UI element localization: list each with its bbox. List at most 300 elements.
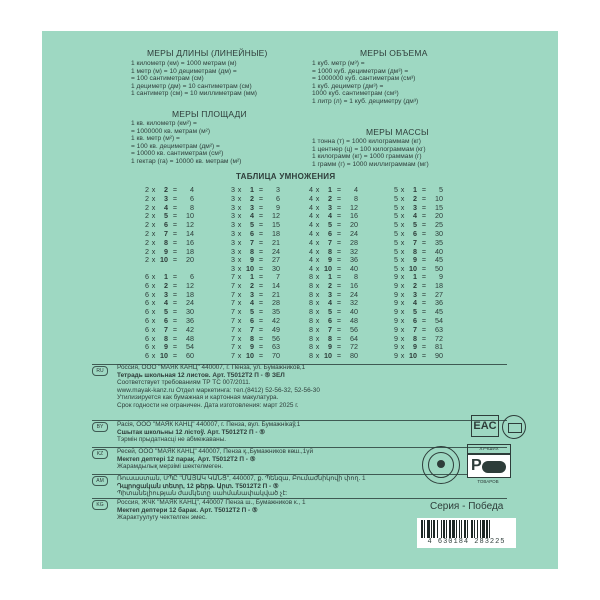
- equals-sign: =: [336, 333, 342, 343]
- times-sign: x: [151, 342, 156, 352]
- multiplication-block: [389, 273, 443, 361]
- product-value: 56: [272, 333, 280, 343]
- product-value: 48: [350, 315, 358, 325]
- barcode-bar: [461, 520, 462, 538]
- factor-value: 3: [250, 289, 254, 299]
- factor-value: 8: [309, 315, 313, 325]
- factor-value: 9: [413, 255, 417, 265]
- factor-value: 5: [394, 246, 398, 256]
- factor-value: 9: [328, 342, 332, 352]
- product-value: 6: [190, 272, 194, 281]
- equals-sign: =: [258, 351, 264, 361]
- times-sign: x: [400, 211, 405, 221]
- equals-sign: =: [258, 307, 264, 317]
- measure-line: 1 кв. километр (км²) =: [131, 120, 197, 127]
- equals-sign: =: [336, 272, 342, 281]
- measure-line: = 100 сантиметрам (см): [131, 75, 204, 83]
- times-sign: x: [151, 228, 156, 238]
- product-value: 32: [350, 298, 358, 308]
- product-value: 18: [272, 228, 280, 238]
- product-value: 64: [350, 333, 358, 343]
- barcode-bar: [441, 520, 442, 538]
- factor-value: 2: [145, 220, 149, 230]
- info-line: Соответствует требованиям ТР ТС 007/2011.: [117, 379, 251, 387]
- measure-line: 1 тонна (т) = 1000 килограммам (кг): [312, 138, 421, 145]
- factor-value: 3: [231, 220, 235, 230]
- measure-line: = 100 кв. дециметрам (дм²) =: [131, 142, 220, 150]
- factor-value: 3: [328, 289, 332, 299]
- equals-sign: =: [421, 237, 427, 247]
- info-line: Ресей, ООО "МАЯК КАНЦ" 440007, Пенза қ.,Бумажников көш.,1үй: [117, 448, 314, 455]
- times-sign: x: [315, 342, 320, 352]
- measure-line: = 1000 куб. дециметрам (дм³) =: [312, 67, 409, 75]
- info-line: Тэрмін прыдатнасці не абмежаваны.: [117, 436, 227, 444]
- equals-sign: =: [172, 193, 178, 203]
- mass-list: [312, 138, 429, 168]
- factor-value: 6: [250, 228, 254, 238]
- measure-line: 1 сантиметр (см) = 10 миллиметрам (мм): [131, 90, 257, 98]
- product-value: 56: [350, 324, 358, 334]
- times-sign: x: [151, 246, 156, 256]
- factor-value: 3: [231, 246, 235, 256]
- factor-value: 4: [328, 298, 332, 308]
- factor-value: 1: [164, 272, 168, 281]
- times-sign: x: [400, 185, 405, 194]
- times-sign: x: [315, 324, 320, 334]
- factor-value: 6: [328, 315, 332, 325]
- equals-sign: =: [336, 185, 342, 194]
- multiplication-row: [304, 352, 358, 361]
- factor-value: 1: [413, 272, 417, 281]
- factor-value: 3: [328, 202, 332, 212]
- factor-value: 9: [394, 289, 398, 299]
- factor-value: 1: [250, 272, 254, 281]
- factor-value: 3: [231, 193, 235, 203]
- times-sign: x: [400, 237, 405, 247]
- factor-value: 4: [309, 228, 313, 238]
- times-sign: x: [237, 315, 242, 325]
- equals-sign: =: [421, 220, 427, 230]
- times-sign: x: [237, 246, 242, 256]
- times-sign: x: [237, 255, 242, 265]
- times-sign: x: [400, 228, 405, 238]
- measure-line: = 1000000 куб. сантиметрам (см³): [312, 75, 416, 83]
- factor-value: 10: [246, 264, 254, 274]
- times-sign: x: [237, 333, 242, 343]
- barcode-bar: [459, 520, 460, 538]
- factor-value: 2: [328, 193, 332, 203]
- equals-sign: =: [258, 342, 264, 352]
- equals-sign: =: [336, 202, 342, 212]
- times-sign: x: [151, 211, 156, 221]
- product-value: 54: [186, 342, 194, 352]
- equals-sign: =: [172, 211, 178, 221]
- multiplication-block: [389, 186, 443, 274]
- times-sign: x: [151, 298, 156, 308]
- multiplication-block: [140, 273, 194, 361]
- times-sign: x: [151, 185, 156, 194]
- factor-value: 9: [394, 272, 398, 281]
- product-value: 45: [435, 255, 443, 265]
- factor-value: 2: [328, 280, 332, 290]
- times-sign: x: [151, 255, 156, 265]
- equals-sign: =: [258, 272, 264, 281]
- factor-value: 6: [145, 298, 149, 308]
- factor-value: 2: [413, 193, 417, 203]
- info-line: Դպրոցական տետր, 12 թերթ. Արտ. Т5012Т2 П - ⑤: [117, 482, 279, 490]
- equals-sign: =: [258, 264, 264, 274]
- times-sign: x: [237, 324, 242, 334]
- measure-line: = 1000000 кв. метрам (м²): [131, 127, 211, 135]
- factor-value: 3: [231, 202, 235, 212]
- barcode-bar: [464, 520, 466, 538]
- factor-value: 9: [394, 298, 398, 308]
- times-sign: x: [237, 185, 242, 194]
- product-value: 35: [272, 307, 280, 317]
- times-sign: x: [151, 220, 156, 230]
- times-sign: x: [237, 237, 242, 247]
- factor-value: 8: [164, 237, 168, 247]
- equals-sign: =: [172, 255, 178, 265]
- info-line: Россия, ЖЧК "МАЯК КАНЦ", 440007 Пенза ш., Бумажников к., 1: [117, 499, 306, 506]
- measure-line: 1 литр (л) = 1 куб. дециметру (дм³): [312, 97, 419, 105]
- factor-value: 7: [250, 324, 254, 334]
- equals-sign: =: [172, 351, 178, 361]
- factor-value: 6: [145, 351, 149, 361]
- barcode-bar: [427, 520, 430, 538]
- equals-sign: =: [172, 246, 178, 256]
- factor-value: 5: [394, 237, 398, 247]
- times-sign: x: [237, 220, 242, 230]
- equals-sign: =: [336, 237, 342, 247]
- times-sign: x: [237, 342, 242, 352]
- factor-value: 5: [394, 202, 398, 212]
- factor-value: 8: [164, 333, 168, 343]
- multiplication-row: [140, 352, 194, 361]
- barcode-bar: [431, 520, 432, 538]
- factor-value: 3: [164, 289, 168, 299]
- factor-value: 8: [328, 246, 332, 256]
- equals-sign: =: [336, 211, 342, 221]
- product-value: 63: [435, 324, 443, 334]
- barcode-bar: [421, 520, 423, 538]
- factor-value: 6: [164, 220, 168, 230]
- times-sign: x: [315, 246, 320, 256]
- measure-line: 1 кв. метр (м²) =: [131, 135, 180, 143]
- factor-value: 8: [309, 307, 313, 317]
- times-sign: x: [315, 193, 320, 203]
- times-sign: x: [151, 333, 156, 343]
- measure-line: 1 килограмм (кг) = 1000 граммам (г): [312, 153, 422, 161]
- times-sign: x: [315, 255, 320, 265]
- info-line: Расія, ООО "МАЯК КАНЦ" 440007, г. Пенза, вул. Бумажнікаў,1: [117, 421, 301, 428]
- product-value: 8: [354, 272, 358, 281]
- times-sign: x: [237, 351, 242, 361]
- factor-value: 5: [164, 307, 168, 317]
- volume-title: МЕРЫ ОБЪЕМА: [360, 48, 428, 58]
- times-sign: x: [315, 333, 320, 343]
- product-value: 20: [186, 255, 194, 265]
- area-title: МЕРЫ ПЛОЩАДИ: [172, 109, 247, 119]
- equals-sign: =: [172, 185, 178, 194]
- factor-value: 1: [413, 185, 417, 194]
- factor-value: 2: [145, 255, 149, 265]
- country-code-kg: KG: [92, 500, 108, 510]
- info-ru: [117, 364, 320, 410]
- factor-value: 5: [164, 211, 168, 221]
- times-sign: x: [315, 307, 320, 317]
- factor-value: 5: [250, 220, 254, 230]
- equals-sign: =: [336, 228, 342, 238]
- product-value: 40: [350, 307, 358, 317]
- factor-value: 7: [231, 333, 235, 343]
- barcode-bar: [446, 520, 447, 538]
- barcode-bar: [486, 520, 488, 538]
- product-value: 36: [186, 315, 194, 325]
- barcode-bar: [471, 520, 473, 538]
- factor-value: 7: [231, 307, 235, 317]
- factor-value: 8: [309, 351, 313, 361]
- times-sign: x: [400, 193, 405, 203]
- best-goods-rsto-logo: [467, 444, 511, 488]
- factor-value: 9: [164, 246, 168, 256]
- country-code-kz: KZ: [92, 449, 108, 459]
- factor-value: 9: [250, 342, 254, 352]
- equals-sign: =: [172, 315, 178, 325]
- best-goods-label: ЛУЧШИХ: [467, 444, 511, 454]
- factor-value: 3: [250, 202, 254, 212]
- multiplication-block: [226, 186, 280, 274]
- times-sign: x: [400, 333, 405, 343]
- product-value: 90: [435, 351, 443, 361]
- factor-value: 7: [231, 351, 235, 361]
- times-sign: x: [400, 315, 405, 325]
- times-sign: x: [237, 298, 242, 308]
- times-sign: x: [151, 202, 156, 212]
- info-line: Сшытак школьны 12 лістоў. Арт. Т5012Т2 П - ⑤: [117, 428, 265, 436]
- equals-sign: =: [258, 315, 264, 325]
- equals-sign: =: [336, 264, 342, 274]
- measure-line: 1 грамм (г) = 1000 миллиграммам (мг): [312, 160, 429, 168]
- times-sign: x: [151, 289, 156, 299]
- times-sign: x: [400, 298, 405, 308]
- product-value: 6: [276, 193, 280, 203]
- product-value: 42: [272, 315, 280, 325]
- product-value: 30: [272, 264, 280, 274]
- mass-title: МЕРЫ МАССЫ: [366, 127, 429, 137]
- equals-sign: =: [421, 193, 427, 203]
- area-list: [131, 120, 241, 166]
- times-sign: x: [315, 272, 320, 281]
- product-value: 60: [186, 351, 194, 361]
- factor-value: 2: [145, 193, 149, 203]
- equals-sign: =: [421, 298, 427, 308]
- equals-sign: =: [258, 193, 264, 203]
- equals-sign: =: [421, 342, 427, 352]
- factor-value: 5: [328, 307, 332, 317]
- factor-value: 2: [164, 280, 168, 290]
- times-sign: x: [237, 307, 242, 317]
- multiplication-table-title: ТАБЛИЦА УМНОЖЕНИЯ: [236, 172, 336, 181]
- info-line: Россия, ООО "МАЯК КАНЦ" 440007, г. Пенза, ул. Бумажников,1: [117, 364, 306, 371]
- factor-value: 9: [394, 280, 398, 290]
- equals-sign: =: [258, 289, 264, 299]
- info-am: [117, 475, 366, 498]
- factor-value: 9: [394, 351, 398, 361]
- factor-value: 9: [394, 307, 398, 317]
- equals-sign: =: [336, 324, 342, 334]
- factor-value: 5: [413, 307, 417, 317]
- factor-value: 4: [309, 202, 313, 212]
- equals-sign: =: [421, 324, 427, 334]
- factor-value: 7: [164, 324, 168, 334]
- product-value: 72: [435, 333, 443, 343]
- factor-value: 7: [231, 342, 235, 352]
- multiplication-block: [226, 273, 280, 361]
- equals-sign: =: [336, 298, 342, 308]
- factor-value: 10: [160, 351, 168, 361]
- product-value: 12: [272, 211, 280, 221]
- product-value: 24: [350, 289, 358, 299]
- factor-value: 9: [164, 342, 168, 352]
- factor-value: 4: [413, 298, 417, 308]
- factor-value: 7: [231, 324, 235, 334]
- factor-value: 5: [394, 185, 398, 194]
- factor-value: 4: [309, 255, 313, 265]
- factor-value: 3: [164, 193, 168, 203]
- country-code-am: AM: [92, 476, 108, 486]
- times-sign: x: [237, 202, 242, 212]
- factor-value: 5: [394, 211, 398, 221]
- product-value: 16: [350, 211, 358, 221]
- country-code-ru: RU: [92, 366, 108, 376]
- info-line: Мектеп дептері 12 парақ. Арт. Т5012Т2 П - ⑤: [117, 455, 256, 463]
- equals-sign: =: [336, 315, 342, 325]
- factor-value: 5: [394, 255, 398, 265]
- equals-sign: =: [421, 211, 427, 221]
- factor-value: 5: [394, 193, 398, 203]
- factor-value: 5: [394, 228, 398, 238]
- barcode-bar: [437, 520, 438, 538]
- factor-value: 6: [145, 280, 149, 290]
- factor-value: 9: [394, 324, 398, 334]
- measure-line: 1 гектар (га) = 10000 кв. метрам (м²): [131, 157, 242, 165]
- info-line: Срок годности не ограничен. Дата изготовления: март 2025 г.: [117, 401, 299, 409]
- factor-value: 6: [145, 324, 149, 334]
- equals-sign: =: [421, 307, 427, 317]
- equals-sign: =: [336, 246, 342, 256]
- equals-sign: =: [421, 264, 427, 274]
- product-value: 40: [435, 246, 443, 256]
- product-value: 5: [439, 185, 443, 194]
- equals-sign: =: [421, 228, 427, 238]
- product-value: 36: [435, 298, 443, 308]
- factor-value: 9: [394, 333, 398, 343]
- factor-value: 7: [328, 237, 332, 247]
- recycle-book-logo: [502, 415, 526, 439]
- factor-value: 6: [145, 307, 149, 317]
- factor-value: 7: [413, 237, 417, 247]
- equals-sign: =: [258, 228, 264, 238]
- times-sign: x: [315, 220, 320, 230]
- product-value: 15: [272, 220, 280, 230]
- factor-value: 4: [309, 211, 313, 221]
- product-value: 70: [272, 351, 280, 361]
- product-value: 14: [186, 228, 194, 238]
- info-line: Мектеп дептери 12 барак. Арт. Т5012Т2 П - ⑤: [117, 506, 258, 514]
- factor-value: 6: [145, 333, 149, 343]
- product-value: 20: [435, 211, 443, 221]
- factor-value: 3: [231, 228, 235, 238]
- equals-sign: =: [336, 193, 342, 203]
- product-value: 72: [350, 342, 358, 352]
- factor-value: 4: [309, 185, 313, 194]
- factor-value: 2: [145, 228, 149, 238]
- product-value: 45: [435, 307, 443, 317]
- factor-value: 6: [145, 272, 149, 281]
- measure-line: = 10000 кв. сантиметрам (см²): [131, 150, 224, 158]
- times-sign: x: [151, 237, 156, 247]
- factor-value: 2: [145, 202, 149, 212]
- eac-mark-logo: EAC: [471, 415, 499, 437]
- factor-value: 5: [250, 307, 254, 317]
- equals-sign: =: [421, 333, 427, 343]
- factor-value: 6: [250, 315, 254, 325]
- barcode-bar: [480, 520, 481, 538]
- factor-value: 2: [413, 280, 417, 290]
- barcode-bar: [482, 520, 485, 538]
- barcode-digits: 4 630184 283225: [427, 538, 506, 546]
- factor-value: 6: [145, 289, 149, 299]
- barcode-bar: [489, 520, 490, 538]
- product-value: 9: [439, 272, 443, 281]
- measure-line: 1 центнер (ц) = 100 килограммам (кг): [312, 145, 426, 153]
- product-value: 24: [350, 228, 358, 238]
- times-sign: x: [151, 280, 156, 290]
- equals-sign: =: [421, 255, 427, 265]
- product-value: 54: [435, 315, 443, 325]
- factor-value: 4: [309, 193, 313, 203]
- info-by: [117, 421, 300, 444]
- product-value: 32: [350, 246, 358, 256]
- factor-value: 8: [309, 333, 313, 343]
- product-value: 7: [276, 272, 280, 281]
- equals-sign: =: [421, 185, 427, 194]
- times-sign: x: [151, 307, 156, 317]
- multiplication-block: [304, 273, 358, 361]
- times-sign: x: [237, 264, 242, 274]
- product-value: 6: [190, 193, 194, 203]
- factor-value: 7: [413, 324, 417, 334]
- equals-sign: =: [172, 307, 178, 317]
- times-sign: x: [315, 264, 320, 274]
- factor-value: 4: [309, 220, 313, 230]
- times-sign: x: [315, 202, 320, 212]
- times-sign: x: [400, 246, 405, 256]
- product-value: 27: [272, 255, 280, 265]
- equals-sign: =: [172, 280, 178, 290]
- factor-value: 8: [309, 342, 313, 352]
- times-sign: x: [151, 272, 156, 281]
- factor-value: 6: [328, 228, 332, 238]
- factor-value: 4: [309, 246, 313, 256]
- factor-value: 8: [309, 298, 313, 308]
- equals-sign: =: [172, 237, 178, 247]
- multiplication-block: [140, 186, 194, 265]
- equals-sign: =: [172, 324, 178, 334]
- barcode-bar: [456, 520, 457, 538]
- factor-value: 3: [231, 264, 235, 274]
